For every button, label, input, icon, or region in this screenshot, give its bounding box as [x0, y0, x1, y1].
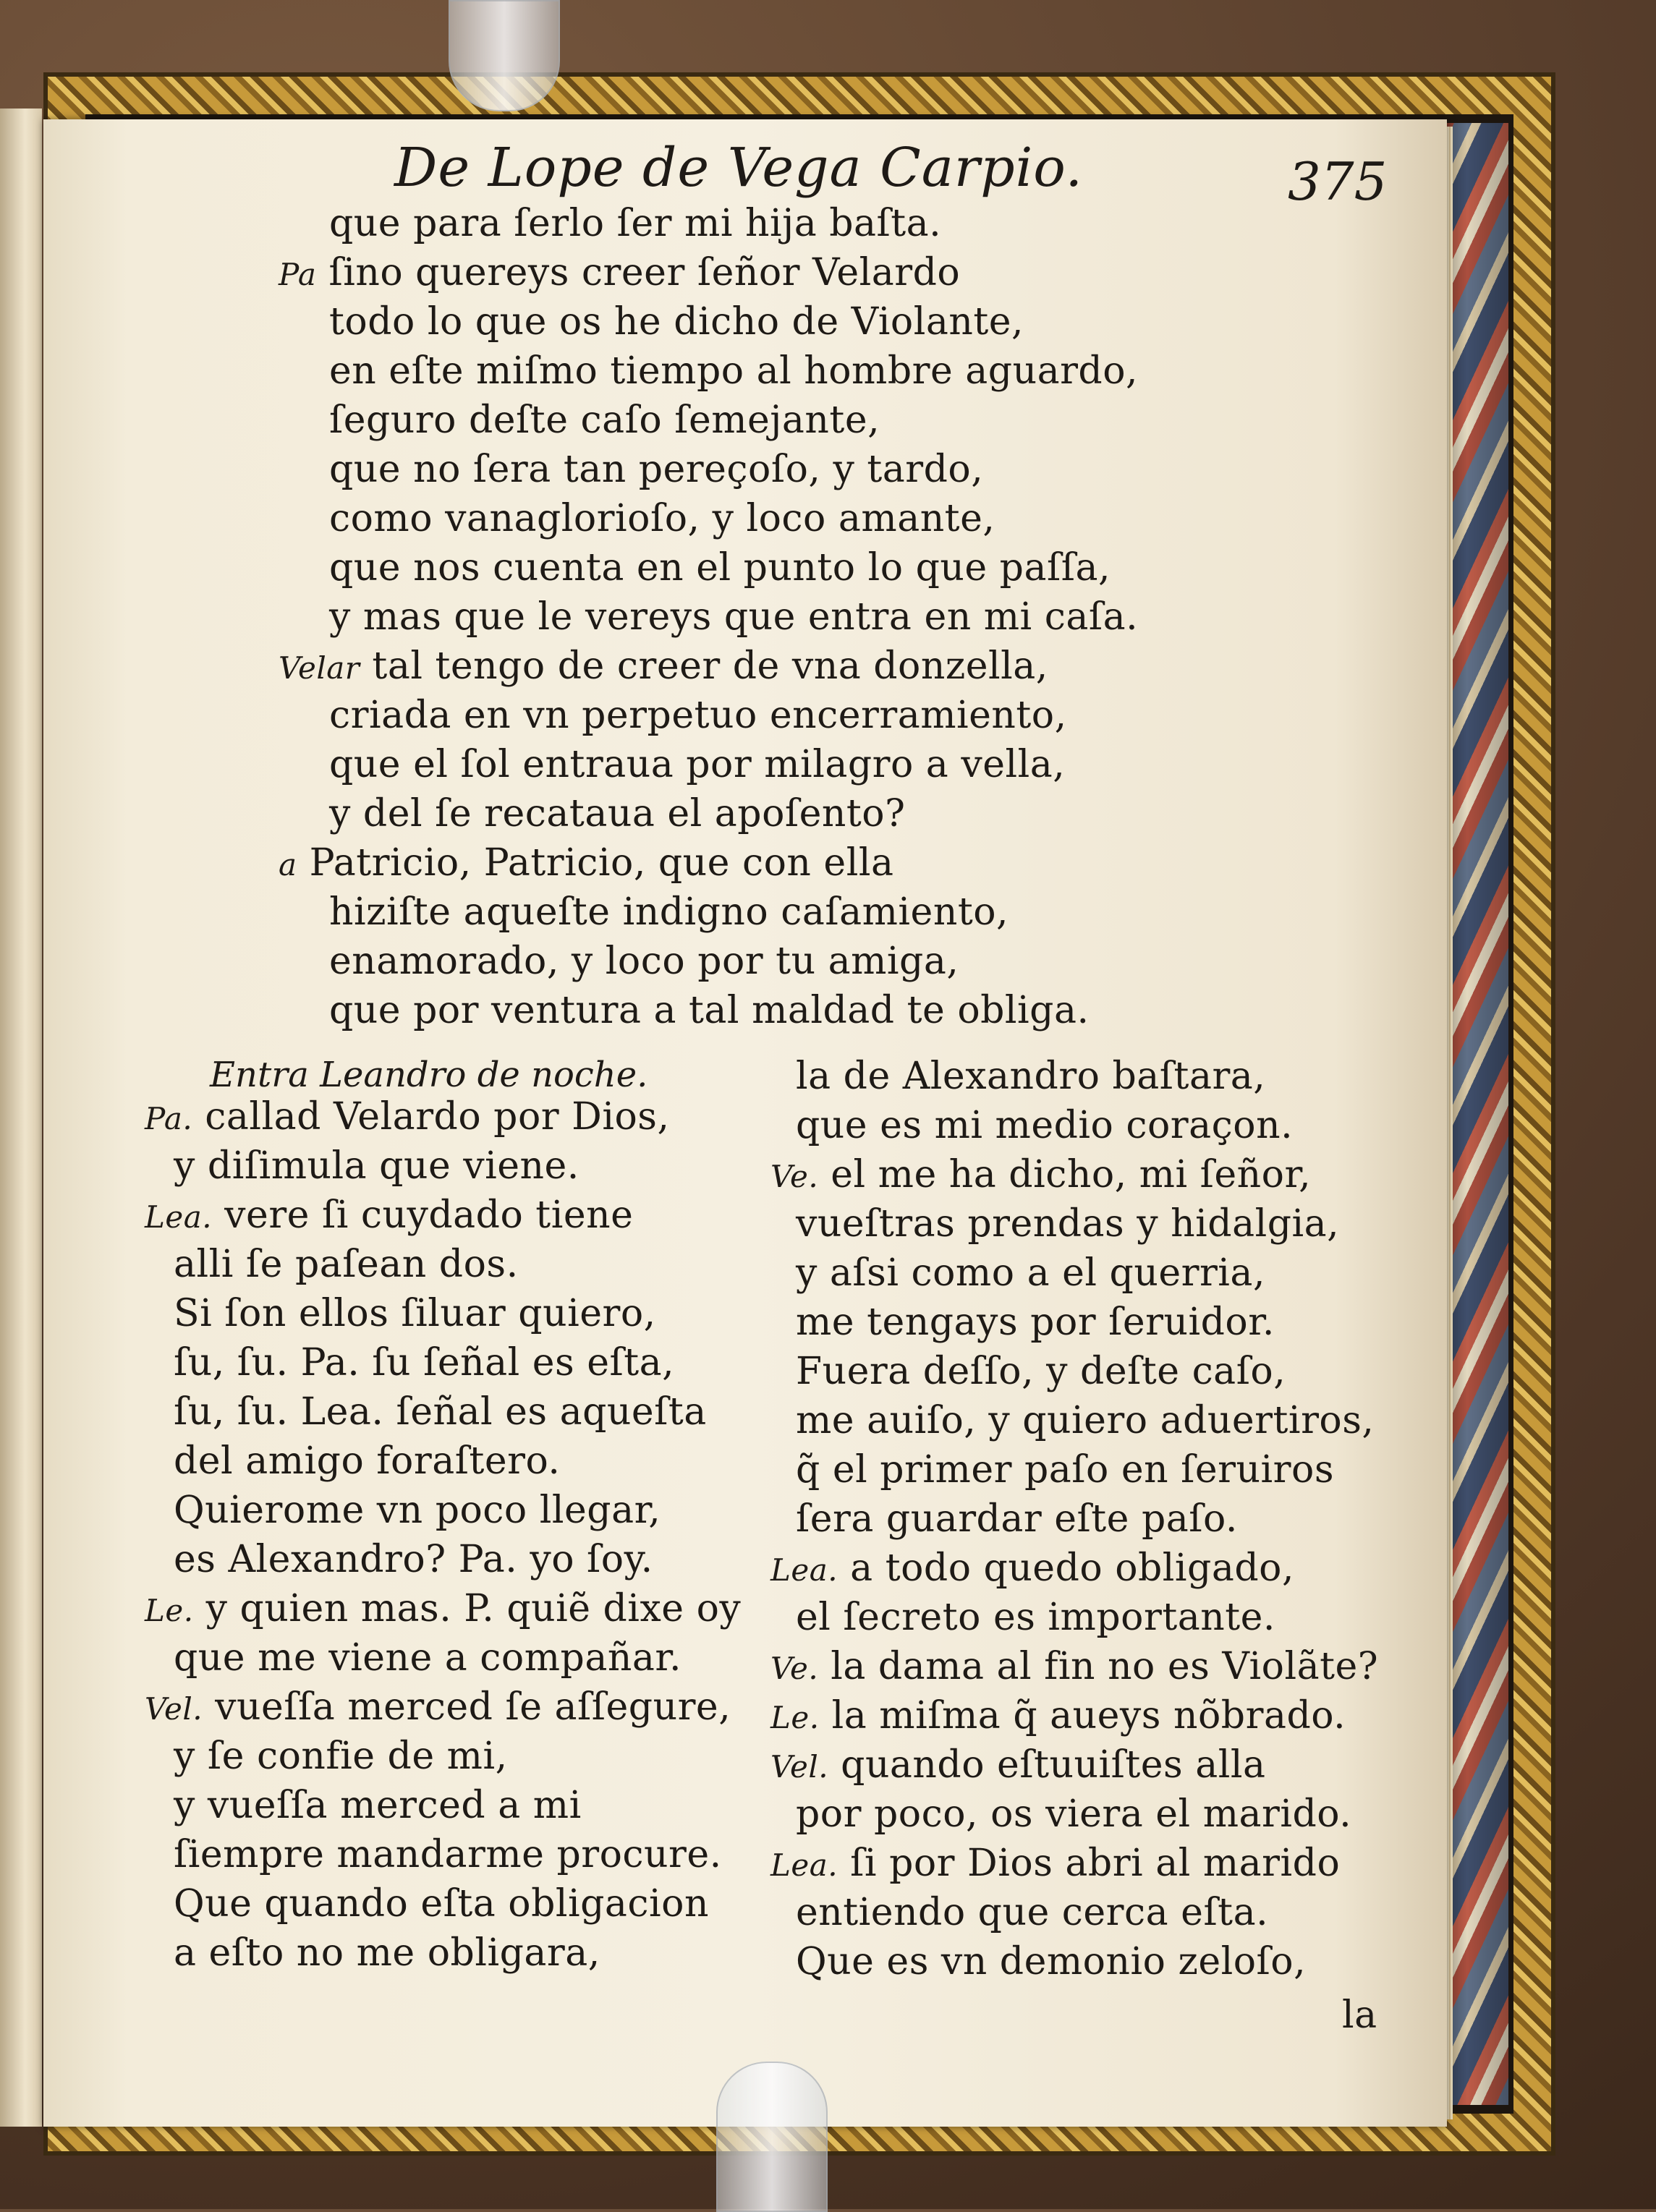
speaker-label: Lea. [145, 1199, 213, 1235]
verse-line [796, 1202, 1340, 1246]
verse-line [796, 1448, 1335, 1492]
speaker-label: Le. [770, 1700, 820, 1735]
verse-text: ſu, ſu. Pa. ſu ſeñal es eſta, [174, 1341, 675, 1384]
verse-text: Fuera deſſo, y deſte caſo, [796, 1350, 1286, 1393]
speaker-label: Ve. [770, 1159, 819, 1194]
verse-text: tal tengo de creer de vna donzella, [372, 645, 1048, 688]
verse-line [145, 1587, 742, 1630]
verse-line [174, 1784, 582, 1827]
verse-line [174, 1292, 656, 1335]
verse-text: y ſe confie de mi, [174, 1735, 508, 1778]
speaker-label: a [279, 847, 297, 882]
verse-line [329, 497, 995, 540]
verse-line [174, 1439, 561, 1483]
verse-text: quando eſtuuiſtes alla [841, 1743, 1266, 1787]
verse-text: que no ſera tan pereçoſo, y tardo, [329, 448, 984, 491]
verse-text: alli ſe paſean dos. [174, 1243, 519, 1286]
verse-line [770, 1153, 1312, 1196]
verse-line [329, 743, 1066, 786]
verse-text: ſera guardar eſte paſo. [796, 1497, 1238, 1541]
verse-text: enamorado, y loco por tu amiga, [329, 940, 959, 983]
verse-line [796, 1301, 1275, 1344]
verse-text: Quierome vn poco llegar, [174, 1489, 661, 1532]
verse-line [796, 1940, 1307, 1983]
verse-line [174, 1243, 519, 1286]
verse-text: me tengays por ſeruidor. [796, 1301, 1275, 1344]
verse-line [329, 989, 1090, 1032]
verse-text: y quien mas. P. quiẽ dixe oy [205, 1587, 742, 1630]
verse-text: todo lo que os he dicho de Violante, [329, 300, 1024, 344]
verse-line [796, 1891, 1269, 1934]
verse-text: ſu, ſu. Lea. ſeñal es aqueſta [174, 1390, 707, 1434]
verse-line [145, 1095, 670, 1139]
speaker-label: Pa. [145, 1101, 193, 1136]
verse-text: y diſimula que viene. [174, 1144, 579, 1188]
page-clip-top [449, 0, 560, 111]
verse-line [796, 1792, 1352, 1836]
verse-text: la de Alexandro baſtara, [796, 1055, 1266, 1098]
verse-text: y del ſe recataua el apoſento? [329, 792, 906, 835]
verse-line [770, 1743, 1266, 1787]
verse-text: la miſma q̃ aueys nõbrado. [831, 1694, 1346, 1737]
verse-line [174, 1833, 722, 1876]
verse-line [329, 595, 1139, 639]
verse-line [279, 645, 1048, 688]
verse-line [796, 1399, 1375, 1442]
verse-text: vueſtras prendas y hidalgia, [796, 1202, 1340, 1246]
speaker-label: Lea. [770, 1552, 838, 1588]
speaker-label: Velar [279, 650, 360, 686]
verse-text: y mas que le vereys que entra en mi caſa. [329, 595, 1139, 639]
stage-direction: Entra Leandro de noche. [210, 1055, 648, 1095]
verse-text: Que es vn demonio zeloſo, [796, 1940, 1307, 1983]
verse-text: y vueſſa merced a mi [174, 1784, 582, 1827]
verse-line [174, 1144, 579, 1188]
verse-line [174, 1538, 653, 1581]
verse-line [770, 1694, 1346, 1737]
verse-line [329, 890, 1009, 934]
verse-text: el ſecreto es importante. [796, 1596, 1275, 1639]
verse-text: y aſsi como a el querria, [796, 1251, 1265, 1295]
verse-line [329, 349, 1139, 393]
verse-text: que es mi medio coraçon. [796, 1104, 1294, 1147]
verse-line [174, 1882, 709, 1926]
catchword: la [1342, 1994, 1377, 2037]
verse-line [329, 694, 1067, 737]
speaker-label: Vel. [770, 1749, 829, 1785]
verse-line [329, 202, 942, 245]
verse-text: vueſſa merced ſe aſſegure, [215, 1685, 731, 1729]
verse-line [796, 1104, 1294, 1147]
verse-line [174, 1390, 707, 1434]
verse-line [279, 841, 894, 885]
verse-line [174, 1636, 681, 1680]
page-clip-bottom [716, 2062, 828, 2212]
verse-text: la dama al fin no es Violãte? [831, 1645, 1379, 1688]
verse-line [174, 1931, 600, 1975]
verse-line [174, 1341, 675, 1384]
verse-line [174, 1735, 508, 1778]
verse-text: que por ventura a tal maldad te obliga. [329, 989, 1090, 1032]
verse-line [279, 251, 961, 294]
verse-text: ſino quereys creer ſeñor Velardo [328, 251, 961, 294]
verse-text: Patricio, Patricio, que con ella [309, 841, 894, 885]
facing-page-edge [0, 109, 42, 2127]
verse-text: criada en vn perpetuo encerramiento, [329, 694, 1067, 737]
running-head: De Lope de Vega Carpio. [394, 137, 1084, 199]
verse-text: que me viene a compañar. [174, 1636, 681, 1680]
verse-text: me auiſo, y quiero aduertiros, [796, 1399, 1375, 1442]
speaker-label: Lea. [770, 1847, 838, 1883]
verse-line [329, 399, 880, 442]
verse-line [329, 546, 1111, 590]
verse-text: a eſto no me obligara, [174, 1931, 600, 1975]
verse-line [796, 1596, 1275, 1639]
verse-line [770, 1842, 1341, 1885]
speaker-label: Ve. [770, 1651, 819, 1686]
verse-line [796, 1055, 1266, 1098]
verse-text: q̃ el primer paſo en ſeruiros [796, 1448, 1335, 1492]
verse-line [145, 1194, 634, 1237]
verse-text: que el ſol entraua por milagro a vella, [329, 743, 1066, 786]
verse-text: por poco, os viera el marido. [796, 1792, 1352, 1836]
verse-text: el me ha dicho, mi ſeñor, [831, 1153, 1312, 1196]
verse-text: como vanaglorioſo, y loco amante, [329, 497, 995, 540]
verse-text: ſi por Dios abri al marido [850, 1842, 1341, 1885]
verse-text: Si ſon ellos ſiluar quiero, [174, 1292, 656, 1335]
verse-text: en eſte miſmo tiempo al hombre aguardo, [329, 349, 1139, 393]
verse-line [770, 1645, 1379, 1688]
verse-text: callad Velardo por Dios, [205, 1095, 670, 1139]
verse-line [329, 300, 1024, 344]
verse-line [329, 792, 906, 835]
verse-text: vere ſi cuydado tiene [224, 1194, 634, 1237]
verse-line [770, 1547, 1294, 1590]
speaker-label: Le. [145, 1593, 194, 1628]
speaker-label: Vel. [145, 1691, 203, 1727]
verse-line [145, 1685, 731, 1729]
verse-text: entiendo que cerca eſta. [796, 1891, 1269, 1934]
verse-text: Que quando eſta obligacion [174, 1882, 709, 1926]
verse-line [796, 1497, 1238, 1541]
verse-text: a todo quedo obligado, [850, 1547, 1294, 1590]
verse-text: que para ſerlo ſer mi hija baſta. [329, 202, 942, 245]
verse-text: ſeguro deſte caſo ſemejante, [329, 399, 880, 442]
verse-text: ſiempre mandarme procure. [174, 1833, 722, 1876]
verse-text: que nos cuenta en el punto lo que paſſa, [329, 546, 1111, 590]
verse-line [174, 1489, 661, 1532]
speaker-label: Pa [279, 257, 317, 292]
verse-text: es Alexandro? Pa. yo ſoy. [174, 1538, 653, 1581]
verse-text: del amigo foraſtero. [174, 1439, 561, 1483]
page-number: 375 [1288, 151, 1388, 212]
verse-line [796, 1251, 1265, 1295]
verse-line [796, 1350, 1286, 1393]
verse-text: hiziſte aqueſte indigno caſamiento, [329, 890, 1009, 934]
verse-line [329, 940, 959, 983]
verse-line [329, 448, 984, 491]
